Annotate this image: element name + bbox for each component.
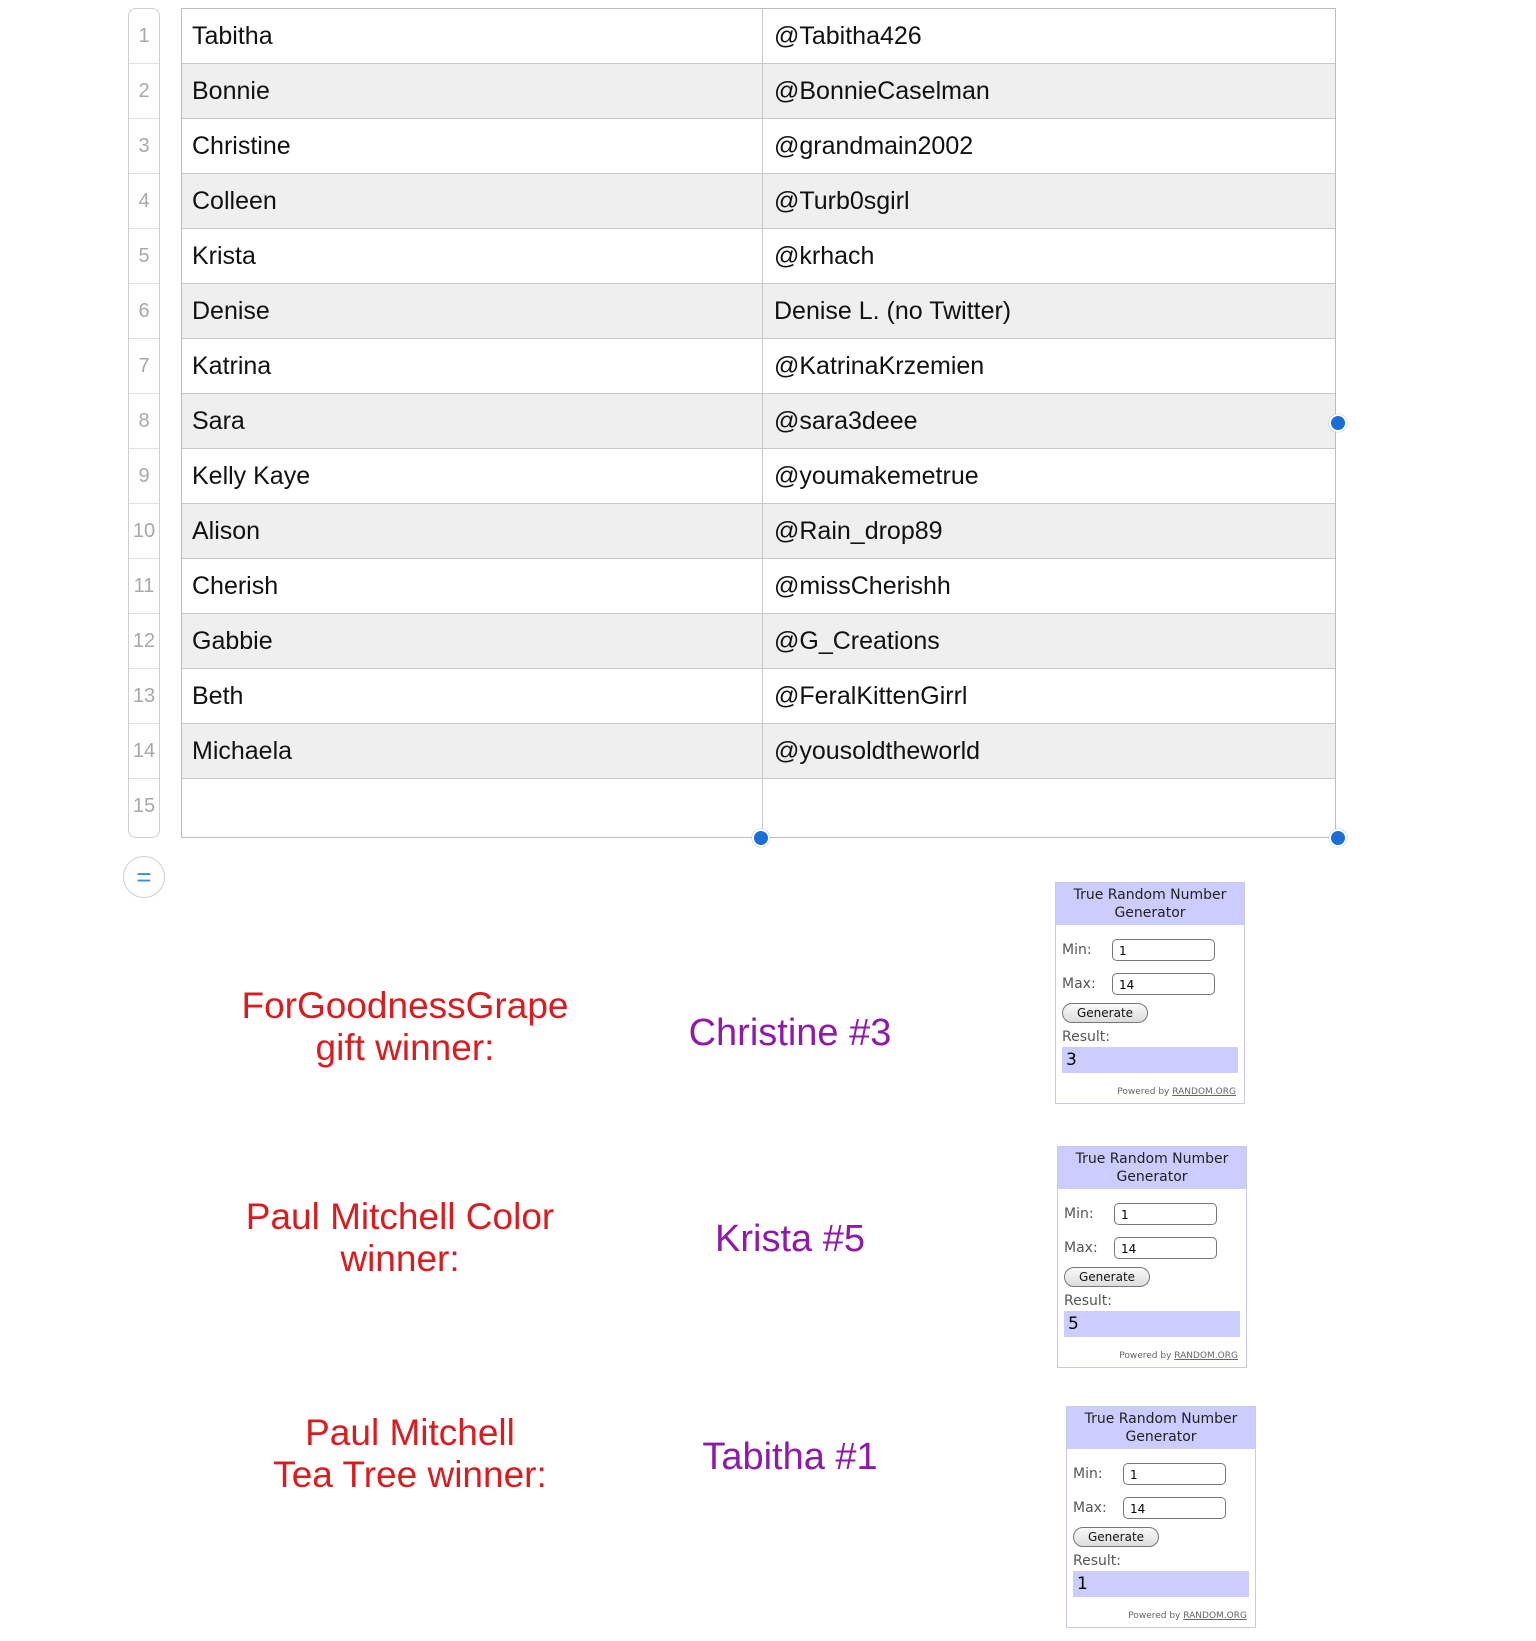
random-number-widget (1066, 1406, 1256, 1628)
row-number[interactable]: 8 (129, 394, 159, 449)
handle-cell[interactable]: @FeralKittenGirrl (774, 681, 968, 710)
spreadsheet-table (181, 8, 1336, 838)
equals-icon: = (136, 862, 152, 892)
prize-label-line: ForGoodnessGrape (241, 985, 569, 1026)
row-number[interactable]: 9 (129, 449, 159, 504)
handle-cell[interactable]: @youmakemetrue (774, 461, 979, 490)
row-number[interactable]: 11 (129, 559, 159, 614)
row-number-column (128, 8, 160, 838)
table-row (182, 229, 1335, 284)
powered-by (1064, 1351, 1240, 1361)
handle-cell[interactable]: @Turb0sgirl (774, 186, 910, 215)
result-label: Result: (1064, 1293, 1112, 1309)
table-row (182, 614, 1335, 669)
prize-label-line: Paul Mitchell (305, 1412, 515, 1453)
row-number[interactable]: 12 (129, 614, 159, 669)
name-cell[interactable]: Krista (182, 229, 763, 283)
winner-text: Christine #3 (688, 1012, 892, 1054)
row-number[interactable]: 4 (129, 174, 159, 229)
min-label: Min: (1073, 1466, 1103, 1482)
max-input[interactable]: 14 (1123, 1497, 1226, 1519)
result-label: Result: (1073, 1553, 1121, 1569)
handle-cell[interactable]: @KatrinaKrzemien (774, 351, 985, 380)
result-value: 5 (1064, 1311, 1240, 1337)
random-org-link[interactable]: RANDOM.ORG (1172, 1087, 1236, 1097)
powered-by-text: Powered by (1128, 1611, 1181, 1621)
random-org-link[interactable]: RANDOM.ORG (1183, 1611, 1247, 1621)
min-label: Min: (1064, 1206, 1094, 1222)
handle-cell[interactable]: @Rain_drop89 (774, 516, 943, 545)
widget-title-line: Generator (1125, 1429, 1197, 1445)
handle-cell[interactable]: Denise L. (no Twitter) (774, 296, 1012, 325)
row-resize-handle[interactable] (752, 829, 770, 847)
handle-cell[interactable]: @G_Creations (774, 626, 940, 655)
widget-title-line: True Random Number (1075, 1151, 1229, 1167)
row-number[interactable]: 6 (129, 284, 159, 339)
widget-title (1067, 1407, 1255, 1449)
row-number[interactable]: 1 (129, 9, 159, 64)
result-value: 1 (1073, 1571, 1249, 1597)
prize-label-line: winner: (340, 1238, 460, 1279)
name-cell[interactable]: Alison (182, 504, 763, 558)
powered-by (1062, 1087, 1238, 1097)
handle-cell[interactable] (763, 779, 1335, 834)
generate-button[interactable]: Generate (1064, 1267, 1150, 1287)
max-input[interactable]: 14 (1114, 1237, 1217, 1259)
min-input[interactable]: 1 (1114, 1203, 1217, 1225)
widget-title (1056, 883, 1244, 925)
prize-label (210, 985, 600, 1069)
max-input[interactable]: 14 (1112, 973, 1215, 995)
powered-by-text: Powered by (1119, 1351, 1172, 1361)
row-number[interactable]: 15 (132, 795, 156, 817)
max-label: Max: (1064, 1240, 1098, 1256)
name-cell[interactable]: Gabbie (182, 614, 763, 668)
table-row (182, 119, 1335, 174)
name-cell[interactable]: Kelly Kaye (182, 449, 763, 503)
name-cell[interactable] (182, 779, 763, 834)
name-cell[interactable]: Sara (182, 394, 763, 448)
column-resize-handle[interactable] (1329, 414, 1347, 432)
table-row (182, 724, 1335, 779)
table-row (182, 669, 1335, 724)
name-cell[interactable]: Michaela (182, 724, 763, 778)
name-cell[interactable]: Bonnie (182, 64, 763, 118)
name-cell[interactable]: Christine (182, 119, 763, 173)
max-label: Max: (1073, 1500, 1107, 1516)
min-input[interactable]: 1 (1112, 939, 1215, 961)
row-number[interactable]: 5 (129, 229, 159, 284)
prize-label (220, 1196, 580, 1280)
handle-cell[interactable]: @Tabitha426 (774, 21, 922, 50)
widget-title-line: Generator (1114, 905, 1186, 921)
row-number[interactable]: 13 (129, 669, 159, 724)
prize-label-line: gift winner: (315, 1027, 495, 1068)
table-row (182, 339, 1335, 394)
generate-button[interactable]: Generate (1062, 1003, 1148, 1023)
table-row (182, 779, 1335, 834)
table-row (182, 9, 1335, 64)
prize-label (225, 1412, 595, 1496)
random-number-widget (1055, 882, 1245, 1104)
random-org-link[interactable]: RANDOM.ORG (1174, 1351, 1238, 1361)
row-number[interactable]: 3 (129, 119, 159, 174)
name-cell[interactable]: Beth (182, 669, 763, 723)
powered-by-text: Powered by (1117, 1087, 1170, 1097)
name-cell[interactable]: Cherish (182, 559, 763, 613)
handle-cell[interactable]: @missCherishh (774, 571, 951, 600)
table-row (182, 64, 1335, 119)
name-cell[interactable]: Denise (182, 284, 763, 338)
handle-cell[interactable]: @yousoldtheworld (774, 736, 981, 765)
row-number[interactable]: 10 (129, 504, 159, 559)
prize-label-line: Paul Mitchell Color (245, 1196, 555, 1237)
prize-label-line: Tea Tree winner: (273, 1454, 547, 1495)
min-label: Min: (1062, 942, 1092, 958)
table-row (182, 394, 1335, 449)
row-number[interactable]: 7 (129, 339, 159, 394)
widget-title-line: True Random Number (1084, 1411, 1238, 1427)
result-value: 3 (1062, 1047, 1238, 1073)
table-row (182, 449, 1335, 504)
max-label: Max: (1062, 976, 1096, 992)
row-number[interactable]: 2 (129, 64, 159, 119)
table-row (182, 174, 1335, 229)
powered-by (1073, 1611, 1249, 1621)
widget-title (1058, 1147, 1246, 1189)
winner-text: Tabitha #1 (702, 1436, 878, 1478)
handle-cell[interactable]: @sara3deee (774, 406, 918, 435)
handle-cell[interactable]: @grandmain2002 (774, 131, 974, 160)
name-cell[interactable]: Tabitha (182, 9, 763, 63)
handle-cell[interactable]: @BonnieCaselman (774, 76, 990, 105)
widget-title-line: Generator (1116, 1169, 1188, 1185)
handle-cell[interactable]: @krhach (774, 241, 875, 270)
random-number-widget (1057, 1146, 1247, 1368)
table-resize-handle[interactable] (1329, 829, 1347, 847)
table-row (182, 284, 1335, 339)
table-row (182, 504, 1335, 559)
add-rows-button[interactable] (123, 856, 165, 898)
name-cell[interactable]: Colleen (182, 174, 763, 228)
row-number[interactable]: 14 (129, 724, 159, 779)
generate-button[interactable]: Generate (1073, 1527, 1159, 1547)
result-label: Result: (1062, 1029, 1110, 1045)
table-row (182, 559, 1335, 614)
widget-title-line: True Random Number (1073, 887, 1227, 903)
min-input[interactable]: 1 (1123, 1463, 1226, 1485)
name-cell[interactable]: Katrina (182, 339, 763, 393)
winner-text: Krista #5 (715, 1218, 865, 1260)
